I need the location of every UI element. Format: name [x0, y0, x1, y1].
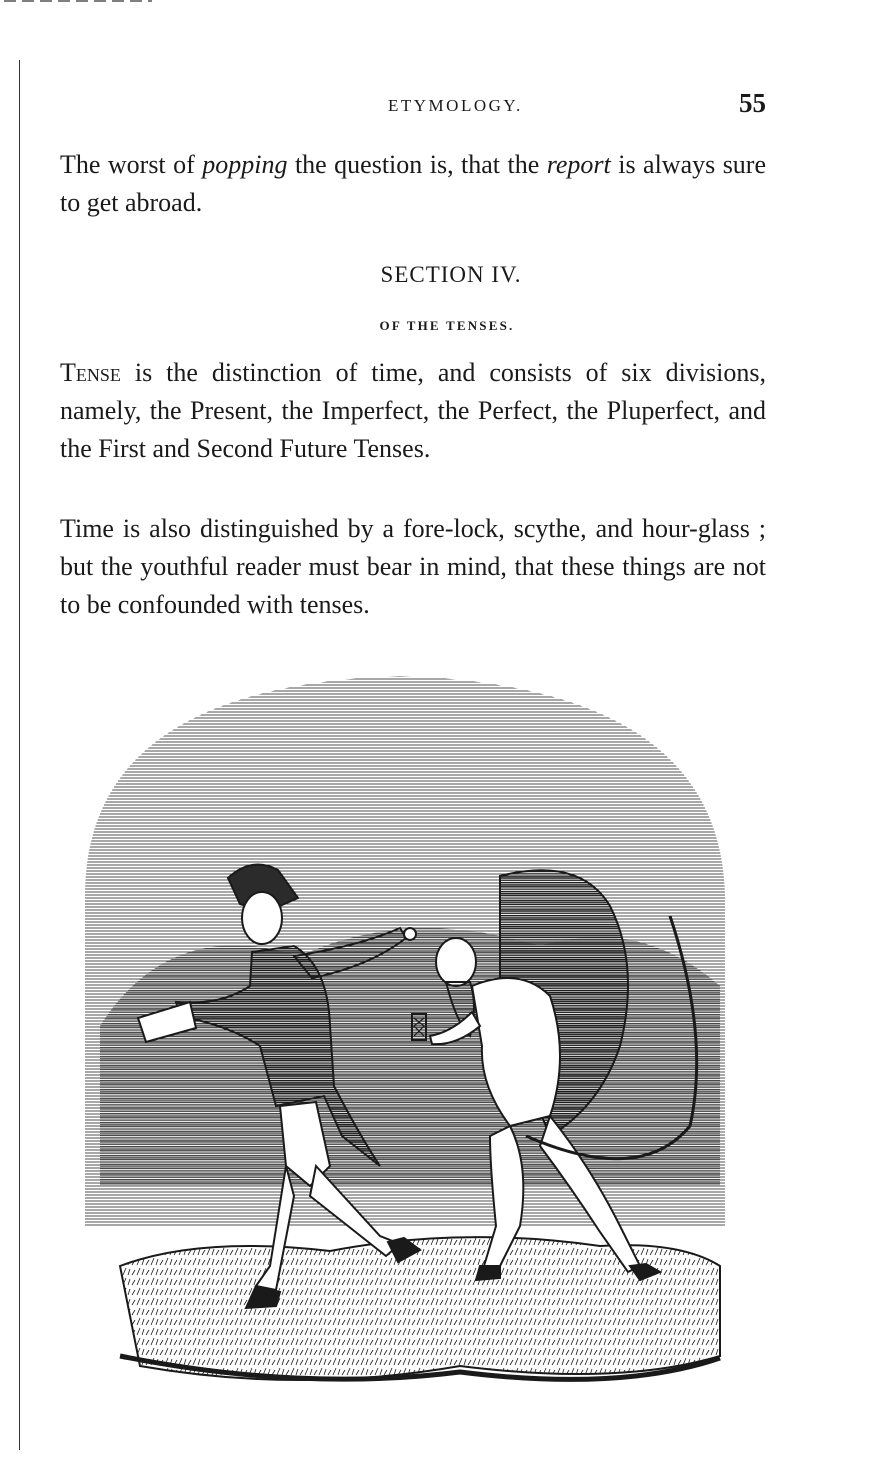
tense-paragraph-text: is the distinction of time, and consists of six divisions, namely, the Present, the Imperfect, the Perfect, the Pluperfect, and the First and Second Future Tenses.: [60, 358, 766, 463]
intro-text-end: is always sure to get abroad.: [60, 150, 767, 217]
woodcut-engraving-icon: [80, 666, 730, 1394]
running-head: [60, 88, 770, 122]
tense-paragraph: [60, 354, 766, 468]
scan-artifact-dashes: [0, 0, 160, 3]
running-title: ETYMOLOGY.: [388, 96, 523, 115]
intro-italic-popping: popping: [202, 150, 288, 179]
time-paragraph: [60, 510, 766, 624]
intro-italic-report: report: [546, 150, 611, 179]
intro-paragraph: [60, 146, 766, 222]
intro-text-start: The worst of: [60, 150, 203, 179]
intro-text-middle: the question is, that the: [287, 150, 547, 179]
time-paragraph-text: Time is also distinguished by a fore-lock, scythe, and hour-glass ; but the youthful reader must bear in mind, that these things are not to be confounded with tenses.: [60, 514, 766, 619]
section-subtitle: OF THE TENSES.: [379, 318, 515, 333]
page-number: 55: [739, 88, 766, 118]
section-title: SECTION IV.: [380, 262, 522, 287]
tense-lead-word: Tense: [60, 358, 121, 387]
